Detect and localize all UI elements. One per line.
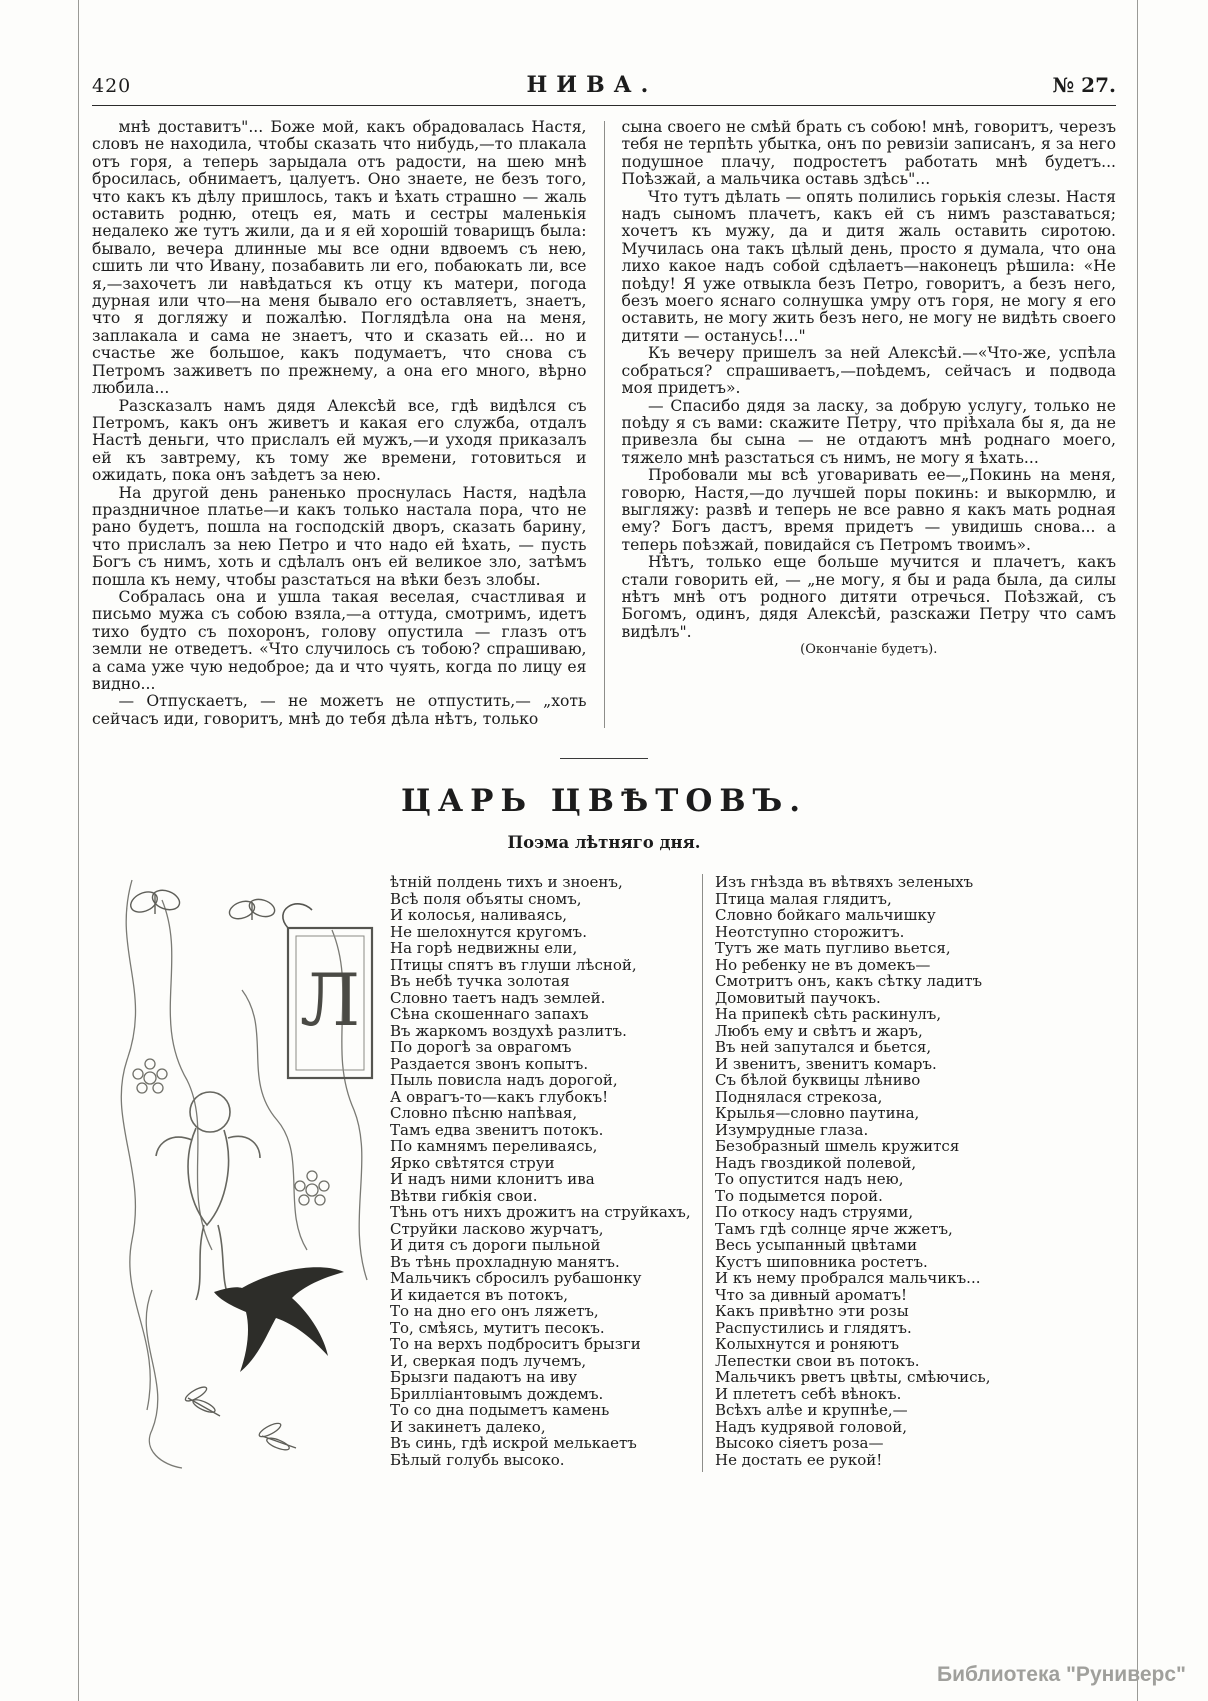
verse-line: И закинетъ далеко,: [390, 1417, 546, 1436]
poem-illustration-svg: [92, 870, 390, 1472]
verse-line: Мальчикъ рветъ цвѣты, смѣючись,: [715, 1368, 991, 1387]
verse-line: Брилліантовымъ дождемъ.: [390, 1384, 604, 1403]
verse-line: То на дно его онъ ляжетъ,: [390, 1302, 599, 1321]
verse-line: Любъ ему и свѣтъ и жаръ,: [715, 1021, 923, 1040]
verse-line: По откосу надъ струями,: [715, 1203, 914, 1222]
verse-line: Пыль повисла надъ дорогой,: [390, 1071, 618, 1090]
verse-line: Съ бѣлой буквицы лѣниво: [715, 1071, 921, 1090]
verse-line: Домовитый паучокъ.: [715, 988, 881, 1007]
verse-line: И дитя съ дороги пыльной: [390, 1236, 601, 1255]
poem-title: ЦАРЬ ЦВѢТОВЪ.: [400, 783, 808, 820]
verse-line: На горѣ недвижны ели,: [390, 939, 578, 958]
page-header: [92, 0, 1116, 98]
initial-letter-L: Л: [299, 958, 361, 1043]
issue-number: № 27.: [1052, 73, 1116, 97]
verse-line: Весь усыпанный цвѣтами: [715, 1236, 918, 1255]
verse-line: Не шелохнутся кругомъ.: [390, 922, 587, 941]
verse-line: То, смѣясь, мутитъ песокъ.: [390, 1318, 605, 1337]
story-paragraph: Собралась она и ушла такая веселая, счастливая и письмо мужа съ собою взяла,—а оттуда, смотримъ, идетъ тихо будто съ похоронъ, голову опустила — глазъ отъ земли не отведетъ. «Что случилось съ тобою? спрашиваю, а сама уже чую недоброе; да и что чуять, когда по лицу ея видно...: [92, 587, 587, 693]
verse-line: Словно таетъ надъ землей.: [390, 988, 606, 1007]
verse-line: Струйки ласково журчатъ,: [390, 1219, 604, 1238]
verse-column-divider: [702, 874, 703, 1472]
watermark: Библиотека "Руниверс": [936, 1663, 1186, 1686]
verse-line: Поднялася стрекоза,: [715, 1087, 883, 1106]
verse-line: И плететъ себѣ вѣнокъ.: [715, 1384, 902, 1403]
story-right-paragraphs: [622, 119, 1117, 641]
verse-line: Тѣнь отъ нихъ дрожитъ на струйкахъ,: [390, 1203, 691, 1222]
verse-line: Тамъ едва звенитъ потокъ.: [390, 1120, 604, 1139]
verse-line: И надъ ними клонитъ ива: [390, 1170, 595, 1189]
verse-line: Брызги падаютъ на иву: [390, 1368, 578, 1387]
story-paragraph: мнѣ доставитъ"... Боже мой, какъ обрадовалась Настя, словъ не находила, чтобы сказать что нибудь,—то плакала отъ горя, а теперь зарыдала отъ радости, на шею мнѣ бросилась, обнимаетъ, цалуетъ. Оно знаете, не безъ того, что какъ къ дѣлу пришлось, такъ и ѣхать страшно — жаль оставить родню, отецъ ея, мать и сестры маленькія недалеко же тутъ жили, да и я ей хорошій товарищъ была: бывало, вечера длинные мы все одни вдвоемъ съ нею, сшить ли что Ивану, позабавить ли его, побаюкать ли, все я,—захочетъ ли навѣдаться къ отцу къ матери, погода дурная или что—на меня бывало его оставляетъ, знаетъ, что я догляжу и пожалѣю. Поглядѣла она на меня, заплакала и сама не знаетъ, что и сказать ей... но и счастье же большое, какъ подумаетъ, что снова съ Петромъ заживетъ по прежнему, а она его много, вѣрно любила...: [92, 118, 587, 398]
story-paragraph: сына своего не смѣй брать съ собою! мнѣ, говоритъ, черезъ тебя не терпѣть убытка, онъ по ревизіи записанъ, я за него подушное плачу, подростетъ работать мнѣ будетъ... Поѣзжай, а мальчика оставь здѣсь"...: [621, 118, 1116, 189]
verse-line: Неотступно сторожитъ.: [715, 922, 905, 941]
verse-line: И, сверкая подъ лучемъ,: [390, 1351, 587, 1370]
swallow-icon: [214, 1267, 344, 1372]
verse-line: Тутъ же мать пугливо вьется,: [715, 939, 951, 958]
story-left-paragraphs: [92, 119, 587, 728]
verse-line: Птица малая глядитъ,: [715, 889, 892, 908]
verse-line: Словно пѣсню напѣвая,: [390, 1104, 578, 1123]
verse-line: Бѣлый голубь высоко.: [390, 1450, 565, 1469]
verse-line: ѣтній полдень тихъ и зноенъ,: [390, 873, 623, 892]
poem-subtitle: Поэма лѣтняго дня.: [507, 833, 701, 853]
poem-body: [92, 870, 1116, 1472]
journal-title: НИВА.: [526, 72, 658, 98]
verse-line: И звенитъ, звенитъ комаръ.: [715, 1054, 937, 1073]
verse-line: По камнямъ переливаясь,: [390, 1137, 598, 1156]
verse-line: Сѣна скошеннаго запахъ: [390, 1005, 589, 1024]
verse-line: Всѣ поля объяты сномъ,: [390, 889, 582, 908]
header-rule: [92, 105, 1116, 106]
verse-line: И къ нему пробрался мальчикъ...: [715, 1269, 981, 1288]
story-paragraph: — Отпускаетъ, — не можетъ не отпустить,— „хоть сейчасъ иди, говоритъ, мнѣ до тебя дѣла нѣтъ, только: [92, 692, 587, 728]
verse-line: И колосья, наливаясь,: [390, 906, 568, 925]
verse-line: Изумрудные глаза.: [715, 1120, 869, 1139]
verse-line: Высоко сіяетъ роза—: [715, 1434, 884, 1453]
story-paragraph: На другой день раненько проснулась Настя, надѣла праздничное платье—и какъ только настала пора, что не рано будетъ, пошла на господскій дворъ, сказать барину, что прислалъ за нею Петро и что надо ей ѣхать, — пусть Богъ съ нимъ, хоть и сдѣлалъ онъ ей великое зло, затѣмъ пошла къ нему, чтобы разстаться на вѣки безъ злобы.: [92, 483, 587, 589]
story-paragraph: Нѣтъ, только еще больше мучится и плачетъ, какъ стали говорить ей, — „не могу, я бы и рада была, да силы нѣтъ мнѣ отъ родного дитяти отречься. Поѣзжай, съ Богомъ, одинъ, дядя Алексѣй, разскажи Петру что самъ видѣлъ".: [621, 553, 1116, 641]
story-paragraph: Къ вечеру пришелъ за ней Алексѣй.—«Что-же, успѣла собраться? спрашиваетъ,—поѣдемъ, сейчасъ и подвода моя придетъ».: [621, 344, 1116, 398]
story-paragraph: Что тутъ дѣлать — опять полились горькія слезы. Настя надъ сыномъ плачетъ, какъ ей съ нимъ разставаться; хочетъ къ мужу, да и дитя жаль оставить сиротою. Мучилась она такъ цѣлый день, просто я думала, что она лихо какое надъ собой сдѣлаетъ—наконецъ рѣшила: «Не поѣду! Я уже отвыкла безъ Петро, говоритъ, а безъ него, безъ моего яснаго солнушка умру отъ горя, не могу я его оставить, не могу жить безъ него, не могу не видѣть своего дитяти — останусь!...": [621, 187, 1116, 345]
verse-line: Словно бойкаго мальчишку: [715, 906, 936, 925]
verse-line: Мальчикъ сбросилъ рубашонку: [390, 1269, 642, 1288]
verse-line: Тамъ гдѣ солнце ярче жжетъ,: [715, 1219, 953, 1238]
verse-line: Надъ кудрявой головой,: [715, 1417, 908, 1436]
story-left-column: [92, 119, 587, 728]
story-paragraph: Разсказалъ намъ дядя Алексѣй все, гдѣ видѣлся съ Петромъ, какъ онъ живетъ и какая его служба, отдалъ Настѣ деньги, что прислалъ ей мужъ,—и уходя приказалъ ей къ завтрему, къ тому же времени, готовиться и ожидать, пока онъ заѣдетъ за нею.: [92, 396, 587, 485]
page-number: 420: [92, 75, 132, 97]
verse-line: Крылья—словно паутина,: [715, 1104, 920, 1123]
verse-line: Всѣхъ алѣе и крупнѣе,—: [715, 1401, 908, 1420]
verse-line: Въ ней запутался и бьется,: [715, 1038, 932, 1057]
poem-illustration: [92, 870, 390, 1472]
verse-line: Колыхнутся и роняютъ: [715, 1335, 900, 1354]
flower-icon: [133, 1059, 329, 1205]
verse-line: Безобразный шмель кружится: [715, 1137, 960, 1156]
verse-line: На припекѣ сѣть раскинулъ,: [715, 1005, 942, 1024]
verse-line: Что за дивный ароматъ!: [715, 1285, 908, 1304]
dragonfly-icon: [184, 1385, 220, 1416]
verse-line: Изъ гнѣзда въ вѣтвяхъ зеленыхъ: [715, 873, 974, 892]
verse-line: Птицы спятъ въ глуши лѣсной,: [390, 955, 637, 974]
verse-line: То со дна подыметъ камень: [390, 1401, 610, 1420]
butterfly-icon: [128, 887, 183, 916]
page-content: [92, 0, 1116, 1472]
verse-line: Какъ привѣтно эти розы: [715, 1302, 909, 1321]
page-edge-line-left: [78, 0, 79, 1701]
page-edge-line-right: [1137, 0, 1138, 1701]
ending-note: (Окончаніе будетъ).: [800, 642, 938, 658]
verse-line: То подымется порой.: [715, 1186, 883, 1205]
verse-line: Въ небѣ тучка золотая: [390, 972, 570, 991]
verse-line: Смотритъ онъ, какъ сѣтку ладитъ: [715, 972, 983, 991]
verse-line: Надъ гвоздикой полевой,: [715, 1153, 917, 1172]
story-paragraph: Пробовали мы всѣ уговаривать ее—„Покинь на меня, говорю, Настя,—до лучшей поры покинь: и выкормлю, и выгляжу: развѣ и теперь не все равно я какъ мать родная ему? Богъ дастъ, время придетъ — увидишь снова... а теперь поѣзжай, повидайся съ Петромъ твоимъ».: [621, 466, 1116, 554]
story-section: [92, 119, 1116, 728]
verse-line: А оврагъ-то—какъ глубокъ!: [390, 1087, 609, 1106]
dragonfly-icon-2: [258, 1421, 296, 1452]
verse-line: И кидается въ потокъ,: [390, 1285, 569, 1304]
poem-section: [92, 783, 1116, 1472]
story-paragraph: — Спасибо дядя за ласку, за добрую услугу, только не поѣду я съ вами: скажите Петру, что пріѣхала бы я, да не привезла бы сына — не отдаютъ мнѣ роднаго моего, тяжело мнѣ разстаться съ нимъ, не могу я ѣхать...: [621, 396, 1116, 467]
verse-line: Въ жаркомъ воздухѣ разлитъ.: [390, 1021, 627, 1040]
verse-line: Лепестки свои въ потокъ.: [715, 1351, 920, 1370]
poem-column-1: [390, 870, 690, 1472]
verse-line: То на верхъ подброситъ брызги: [390, 1335, 641, 1354]
verse-line: Кустъ шиповника ростетъ.: [715, 1252, 928, 1271]
butterfly-icon-2: [227, 897, 277, 923]
verse-line: Распустились и глядятъ.: [715, 1318, 912, 1337]
verse-line: Не достать ее рукой!: [715, 1450, 883, 1469]
verse-line: Но ребенку не въ домекъ—: [715, 955, 931, 974]
poem-column-2: [715, 870, 1015, 1472]
story-right-column: [622, 119, 1117, 728]
verse-line: Въ синь, гдѣ искрой мелькаетъ: [390, 1434, 637, 1453]
cherub-figure: [156, 1092, 260, 1300]
verse-line: Раздается звонъ копытъ.: [390, 1054, 589, 1073]
verse-line: Вѣтви гибкія свои.: [390, 1186, 538, 1205]
section-divider-rule: [560, 758, 648, 759]
verse-line: То опустится надъ нею,: [715, 1170, 904, 1189]
verse-line: Ярко свѣтятся струи: [390, 1153, 555, 1172]
verse-line: По дорогѣ за оврагомъ: [390, 1038, 572, 1057]
column-divider: [604, 121, 605, 728]
verse-line: Въ тѣнь прохладную манятъ.: [390, 1252, 620, 1271]
ornate-panel: [283, 904, 372, 1078]
